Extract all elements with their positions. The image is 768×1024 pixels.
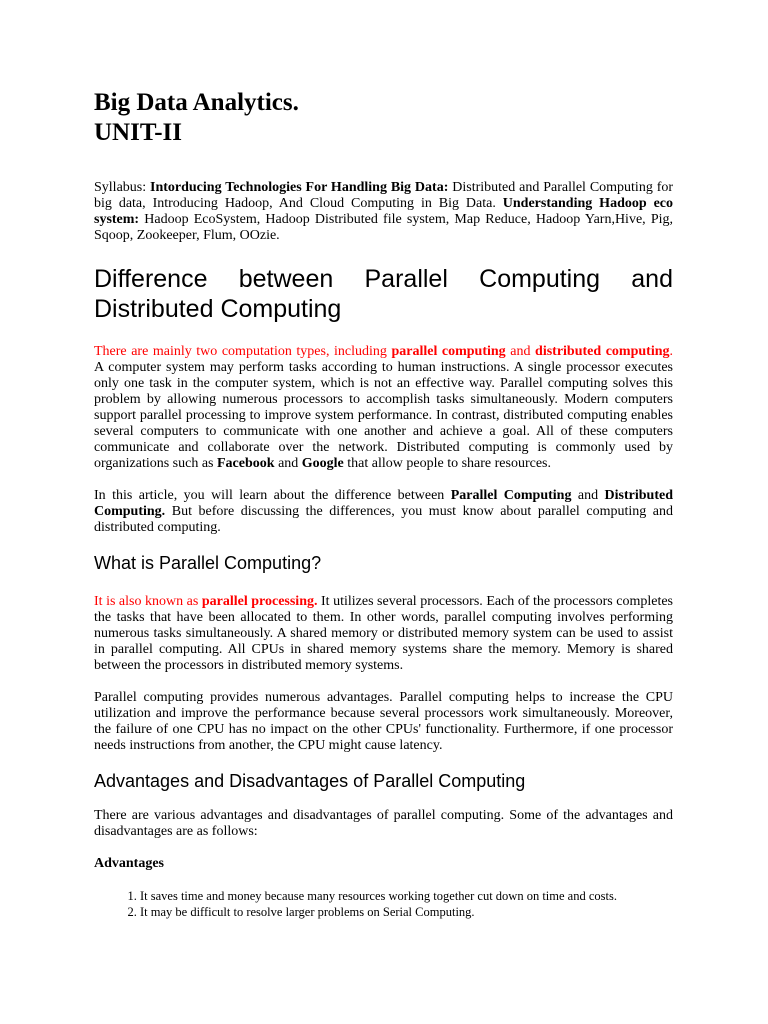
intro-paragraph: There are mainly two computation types, including parallel computing and distributed computing. A computer system may perform tasks according to human instructions. A single processor executes only one task in the computer system, which is not an effective way. Parallel computing solves this problem by allowing numerous processors to accomplish tasks simultaneously. Modern computers support parallel processing to improve system performance. In contrast, distributed computing enables several computers to communicate with one another and achieve a goal. All of these computers communicate and collaborate over the network. Distributed computing is commonly used by organizations such as Facebook and Google that allow people to share resources. bbox=[94, 344, 673, 471]
document-page bbox=[94, 88, 673, 920]
document-title bbox=[94, 88, 673, 148]
title-line-1: Big Data Analytics. bbox=[94, 89, 299, 116]
parallel-advantages-paragraph: Parallel computing provides numerous advantages. Parallel computing helps to increase the CPU utilization and improve the performance because several processors work simultaneously. Moreover, the failure of one CPU has no impact on the other CPUs' functionality. Furthermore, if one processor needs instructions from another, the CPU might cause latency. bbox=[94, 690, 673, 753]
heading-adv-disadv: Advantages and Disadvantages of Parallel Computing bbox=[94, 771, 526, 791]
heading-difference: Difference between Parallel Computing and Distributed Computing bbox=[94, 265, 673, 323]
adv-disadv-intro: There are various advantages and disadvantages of parallel computing. Some of the advantages and disadvantages are as follows: bbox=[94, 808, 673, 839]
advantages-list bbox=[94, 888, 673, 920]
list-item: 1. It saves time and money because many resources working together cut down on time and costs. bbox=[140, 888, 673, 904]
heading-what-is-parallel: What is Parallel Computing? bbox=[94, 553, 322, 573]
syllabus-paragraph: Syllabus: Intorducing Technologies For Handling Big Data: Distributed and Parallel Computing for big data, Introducing Hadoop, And Cloud Computing in Big Data. Understanding Hadoop eco system: Hadoop EcoSystem, Hadoop Distributed file system, Map Reduce, Hadoop Yarn,Hive, Pig, Sqoop, Zookeeper, Flum, OOzie. bbox=[94, 180, 674, 243]
title-line-2: UNIT-II bbox=[94, 119, 183, 146]
advantages-label: Advantages bbox=[94, 856, 165, 871]
list-item: 2. It may be difficult to resolve larger problems on Serial Computing. bbox=[140, 904, 673, 920]
article-paragraph: In this article, you will learn about the difference between Parallel Computing and Distributed Computing. But before discussing the differences, you must know about parallel computing and distributed computing. bbox=[94, 488, 673, 535]
parallel-definition-paragraph: It is also known as parallel processing. It utilizes several processors. Each of the processors completes the tasks that have been allocated to them. In other words, parallel computing involves performing numerous tasks simultaneously. A shared memory or distributed memory system can be used to assist in parallel computing. All CPUs in shared memory systems share the memory. Memory is shared between the processors in distributed memory systems. bbox=[94, 594, 673, 673]
